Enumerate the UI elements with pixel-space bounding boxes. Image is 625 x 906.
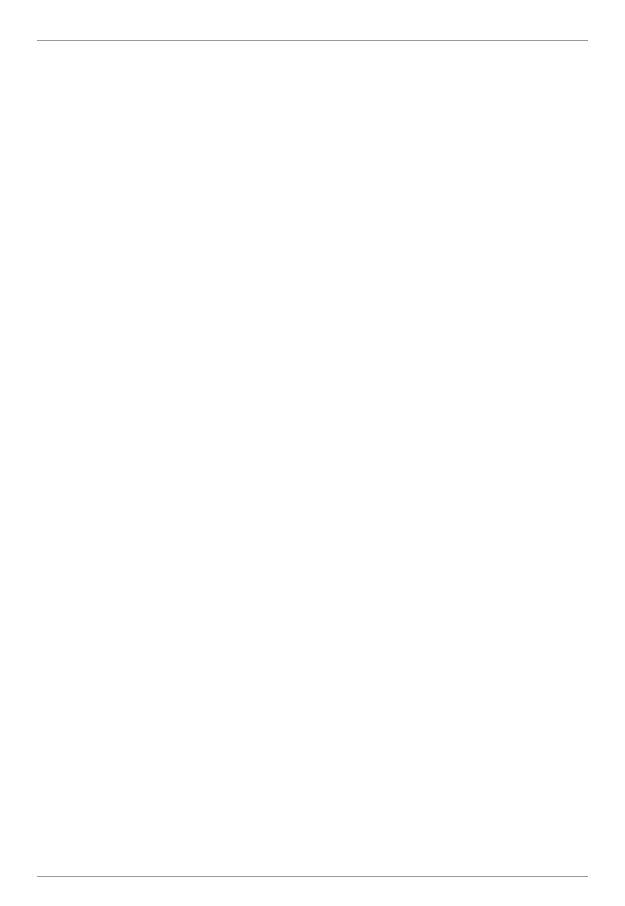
page-content [37,54,589,102]
header-divider [37,40,588,41]
section-heading [37,68,589,88]
footer-divider [37,876,588,877]
